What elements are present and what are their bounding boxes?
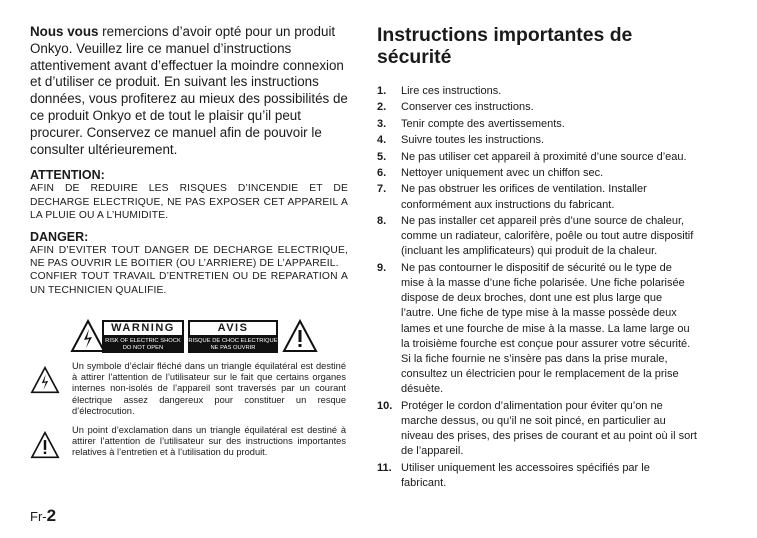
attention-block (30, 168, 348, 222)
avis-sign (188, 320, 278, 353)
list-item (377, 150, 697, 165)
list-item-number: 8. (377, 214, 387, 227)
danger-block (30, 230, 348, 297)
danger-text-1: AFIN D’EVITER TOUT DANGER DE DECHARGE ELECTRIQUE, NE PAS OUVRIR LE BOITIER (OU L’ARRIERE) DE L’APPAREIL. (30, 244, 348, 270)
list-item-text: Ne pas contourner le dispositif de sécurité ou le type de mise à la masse d’une fiche polarisée. Une fiche polarisée dispose de deux broches, dont une est plus large que l’autre. Une fiche de type mise à la masse possède deux lames et une fourche de mise à la masse. La lame large ou la troisième fourche est conçue pour assurer votre sécurité. Si la fiche fournie ne s’insère pas dans la prise murale, consultez un électricien pour le remplacement de la prise désuète. (401, 261, 691, 396)
avis-sign-title: AVIS (188, 320, 278, 337)
exclamation-explanation: Un point d’exclamation dans un triangle équilatéral est destiné à attirer l’attention de l’utilisateur sur des instructions importantes relatives à l’entretien et à l’utilisation du produit. (72, 425, 346, 458)
safety-instruction-list (377, 84, 697, 491)
list-item-text: Ne pas obstruer les orifices de ventilation. Installer conformément aux instructions du fabricant. (401, 183, 647, 211)
attention-label: ATTENTION: (30, 168, 105, 183)
danger-text-2: CONFIER TOUT TRAVAIL D’ENTRETIEN OU DE REPARATION A UN TECHNICIEN QUALIFIE. (30, 271, 348, 296)
list-item-number: 6. (377, 166, 387, 179)
avis-sign-line2: NE PAS OUVRIR (210, 345, 256, 351)
exclamation-triangle-icon (282, 319, 318, 353)
list-item (377, 261, 697, 398)
warning-sign-line1: RISK OF ELECTRIC SHOCK (105, 338, 181, 344)
list-item-number: 5. (377, 150, 387, 163)
list-item-text: Lire ces instructions. (401, 85, 502, 97)
list-item (377, 84, 697, 99)
page-number-value: 2 (46, 506, 57, 525)
left-column (30, 24, 348, 297)
warning-sign (102, 320, 184, 353)
lightning-explanation: Un symbole d’éclair fléché dans un triangle équilatéral est destiné à attirer l’attention de l’utilisateur sur le fait que certains organes internes non-isolés de l’appareil sont traversés par un courant électrique assez dangereux pour constituer un resque d’électrocution. (72, 361, 346, 416)
list-item-number: 9. (377, 261, 387, 274)
list-item-number: 1. (377, 85, 387, 97)
warning-sign-row (30, 317, 348, 357)
list-item (377, 461, 697, 491)
list-item-number: 10. (377, 399, 393, 412)
page-number-prefix: Fr- (30, 509, 47, 524)
intro-bold: Nous vous (30, 24, 99, 39)
avis-sign-line1: RISQUE DE CHOC ELECTRIQUE (188, 338, 278, 344)
lightning-symbol-icon (30, 366, 60, 394)
exclamation-symbol-icon (30, 431, 60, 459)
warning-sign-title: WARNING (102, 320, 184, 337)
page-number (30, 506, 56, 526)
list-item (377, 214, 697, 260)
list-item (377, 182, 697, 212)
page-title: Instructions importantes de sécurité (377, 24, 633, 68)
warning-sign-line2: DO NOT OPEN (122, 345, 164, 351)
list-item-number: 11. (377, 461, 392, 474)
intro-text: remercions d’avoir opté pour un produit Onkyo. Veuillez lire ce manuel d’instructions attentivement avant d’effectuer la moindre connexion et d’utiliser ce produit. En suivant les instructions données, vous profiterez au mieux des possibilités de ce produit Onkyo et de tout le plaisir qu’il peut procurer. Conservez ce manuel afin de pouvoir le consulter ultérieurement. (30, 24, 348, 157)
right-column (377, 24, 697, 492)
intro-paragraph (30, 24, 348, 158)
lightning-triangle-icon (70, 319, 106, 353)
list-item-text: Tenir compte des avertissements. (401, 117, 565, 130)
list-item-text: Conserver ces instructions. (401, 101, 534, 114)
danger-label: DANGER: (30, 229, 89, 244)
list-item-text: Suivre toutes les instructions. (401, 134, 545, 147)
list-item-number: 2. (377, 101, 387, 114)
list-item-text: Protéger le cordon d’alimentation pour éviter qu’on ne marche dessus, ou qu’il ne soit pincé, en particulier au niveau des prises, des prises de courant et au point où il sort de l’appareil. (401, 399, 697, 458)
list-item-number: 4. (377, 134, 387, 147)
list-item-text: Ne pas installer cet appareil près d’une source de chaleur, comme un radiateur, calorifère, poêle ou tout autre dispositif (incluant les amplificateurs) qui produit de la chaleur. (401, 214, 694, 258)
list-item-number: 3. (377, 117, 387, 130)
list-item (377, 399, 697, 460)
list-item-text: Utiliser uniquement les accessoires spécifiés par le fabricant. (401, 461, 650, 489)
list-item (377, 133, 697, 148)
list-item-number: 7. (377, 183, 387, 196)
list-item-text: Ne pas utiliser cet appareil à proximité d’une source d’eau. (401, 150, 687, 163)
list-item-text: Nettoyer uniquement avec un chiffon sec. (401, 166, 604, 179)
list-item (377, 117, 697, 132)
list-item (377, 100, 697, 115)
attention-text: AFIN DE REDUIRE LES RISQUES D’INCENDIE ET DE DECHARGE ELECTRIQUE, NE PAS EXPOSER CET APPAREIL A LA PLUIE OU A L’HUMIDITE. (30, 183, 348, 221)
list-item (377, 166, 697, 181)
